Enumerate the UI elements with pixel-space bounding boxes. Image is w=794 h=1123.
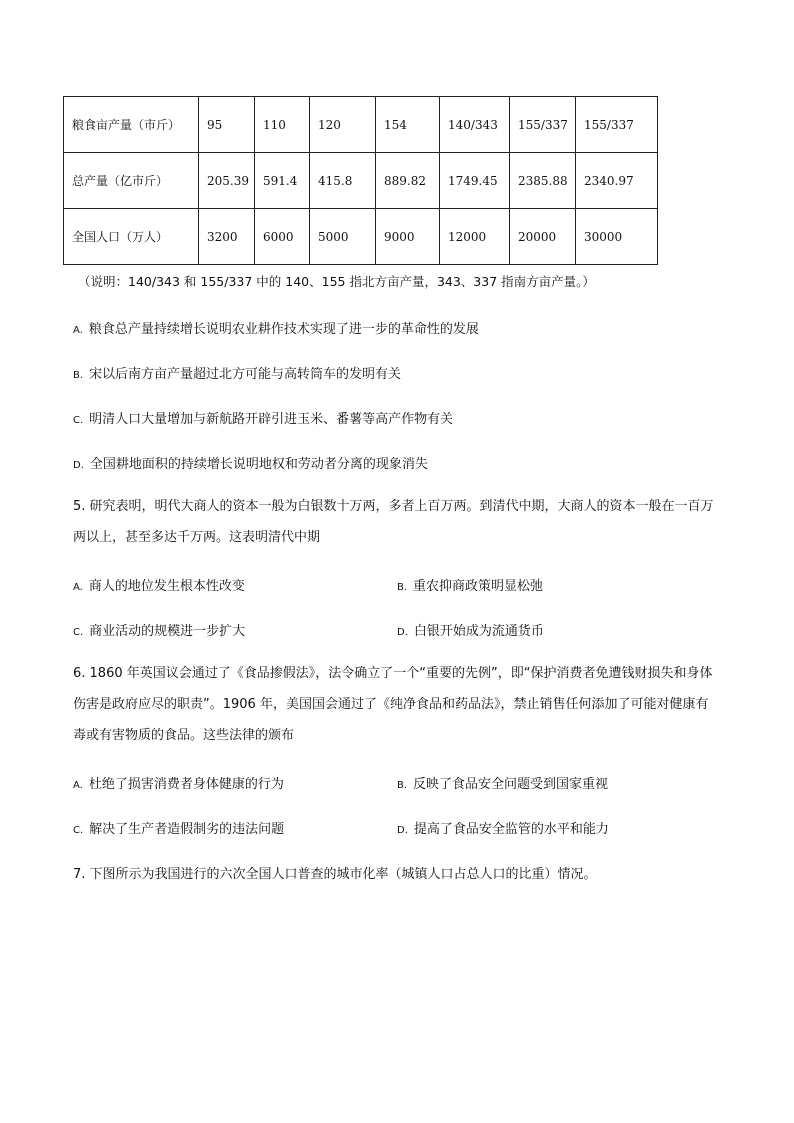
table-cell: 30000 xyxy=(576,209,658,265)
table-cell: 415.8 xyxy=(310,153,376,209)
q5-option-d[interactable] xyxy=(397,620,544,639)
option-letter: B. xyxy=(397,582,408,593)
q5-option-a[interactable] xyxy=(73,575,245,594)
q6-stem: 6. 1860 年英国议会通过了《食品掺假法》，法令确立了一个“重要的先例”，即“保护消费者免遭钱财损失和身体伤害是政府应尽的职责”。1906 年，美国国会通过了《纯净食品和药品法》，禁止销售任何添加了可能对健康有毒或有害物质的食品。这些法律的颁布 xyxy=(73,666,713,743)
table-cell: 6000 xyxy=(255,209,310,265)
table-cell: 110 xyxy=(255,97,310,153)
row-label: 粮食亩产量（市斤） xyxy=(64,97,199,153)
option-letter: C. xyxy=(73,627,84,638)
row-label: 全国人口（万人） xyxy=(64,209,199,265)
table-cell: 140/343 xyxy=(440,97,510,153)
table-cell: 5000 xyxy=(310,209,376,265)
q5-option-b[interactable] xyxy=(397,575,543,594)
q6-option-d[interactable] xyxy=(397,818,609,837)
table-note: （说明：140/343 和 155/337 中的 140、155 指北方亩产量，343、337 指南方亩产量。） xyxy=(78,274,595,289)
option-text: 商人的地位发生根本性改变 xyxy=(88,579,245,594)
q6-option-a[interactable] xyxy=(73,773,284,792)
grain-population-table xyxy=(63,96,658,265)
table-cell: 2340.97 xyxy=(576,153,658,209)
table-cell: 154 xyxy=(376,97,440,153)
option-text: 明清人口大量增加与新航路开辟引进玉米、番薯等高产作物有关 xyxy=(89,412,454,427)
option-letter: D. xyxy=(397,825,408,836)
option-text: 杜绝了损害消费者身体健康的行为 xyxy=(88,777,284,792)
table-cell: 205.39 xyxy=(199,153,255,209)
option-text: 宋以后南方亩产量超过北方可能与高转筒车的发明有关 xyxy=(89,367,402,382)
option-text: 解决了生产者造假制劣的违法问题 xyxy=(89,822,285,837)
q4-option-a[interactable] xyxy=(73,318,479,337)
table-cell: 95 xyxy=(199,97,255,153)
option-text: 反映了食品安全问题受到国家重视 xyxy=(413,777,609,792)
table-row xyxy=(64,153,658,209)
table-cell: 20000 xyxy=(510,209,576,265)
table-cell: 889.82 xyxy=(376,153,440,209)
option-letter: A. xyxy=(73,582,83,593)
q7-stem: 7. 下图所示为我国进行的六次全国人口普查的城市化率（城镇人口占总人口的比重）情况。 xyxy=(73,867,597,882)
option-text: 全国耕地面积的持续增长说明地权和劳动者分离的现象消失 xyxy=(89,457,428,472)
q6-option-c[interactable] xyxy=(73,818,284,837)
table-row xyxy=(64,209,658,265)
q5-option-c[interactable] xyxy=(73,620,245,639)
table-cell: 1749.45 xyxy=(440,153,510,209)
q4-option-c[interactable] xyxy=(73,408,453,427)
option-letter: B. xyxy=(73,370,84,381)
q4-option-b[interactable] xyxy=(73,363,401,382)
option-text: 提高了食品安全监管的水平和能力 xyxy=(413,822,609,837)
option-text: 粮食总产量持续增长说明农业耕作技术实现了进一步的革命性的发展 xyxy=(88,322,479,337)
table-cell: 9000 xyxy=(376,209,440,265)
option-text: 白银开始成为流通货币 xyxy=(413,624,544,639)
option-letter: A. xyxy=(73,780,83,791)
option-letter: B. xyxy=(397,780,408,791)
table-cell: 120 xyxy=(310,97,376,153)
option-text: 重农抑商政策明显松弛 xyxy=(413,579,544,594)
option-text: 商业活动的规模进一步扩大 xyxy=(89,624,246,639)
option-letter: D. xyxy=(397,627,408,638)
option-letter: C. xyxy=(73,415,84,426)
row-label: 总产量（亿市斤） xyxy=(64,153,199,209)
q4-option-d[interactable] xyxy=(73,453,428,472)
table-row xyxy=(64,97,658,153)
option-letter: C. xyxy=(73,825,84,836)
table-cell: 591.4 xyxy=(255,153,310,209)
q5-stem: 5. 研究表明，明代大商人的资本一般为白银数十万两，多者上百万两。到清代中期，大商人的资本一般在一百万两以上，甚至多达千万两。这表明清代中期 xyxy=(73,499,714,545)
table-cell: 3200 xyxy=(199,209,255,265)
option-letter: A. xyxy=(73,325,83,336)
table-cell: 2385.88 xyxy=(510,153,576,209)
q6-option-b[interactable] xyxy=(397,773,608,792)
option-letter: D. xyxy=(73,460,84,471)
table-cell: 155/337 xyxy=(576,97,658,153)
table-cell: 12000 xyxy=(440,209,510,265)
table-cell: 155/337 xyxy=(510,97,576,153)
